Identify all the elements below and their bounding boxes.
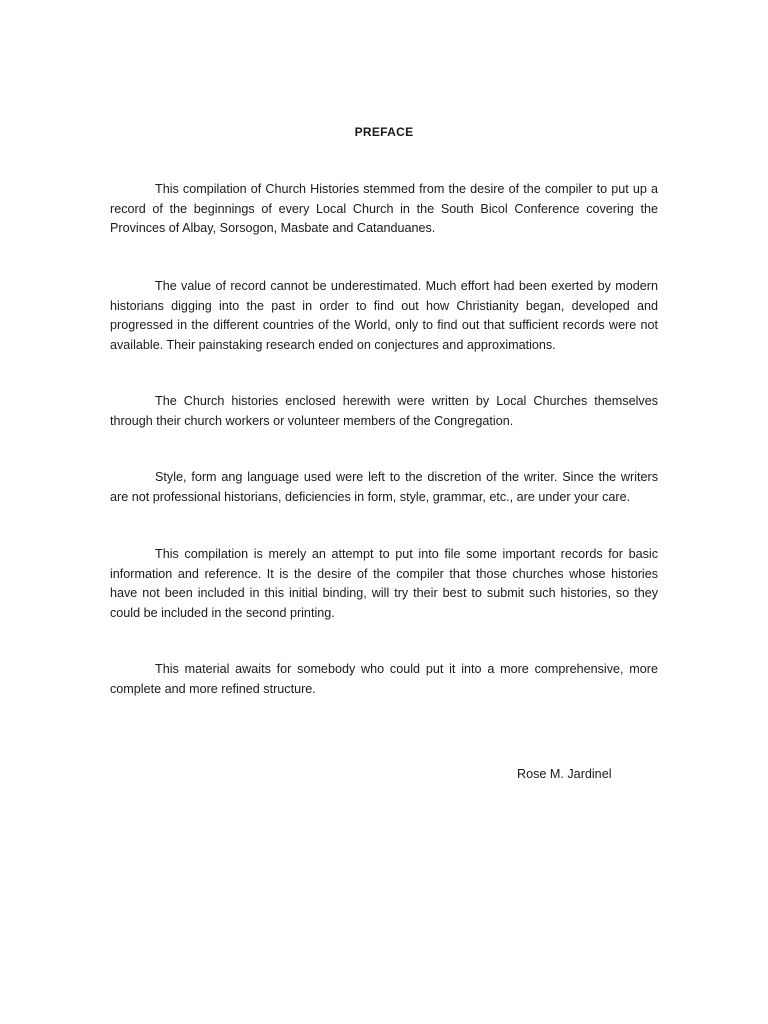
paragraph-style: Style, form ang language used were left to the discretion of the writer. Since the writers are not professional historians, deficiencies in form, style, grammar, etc., are under your care. [110, 470, 658, 504]
paragraph-authorship: The Church histories enclosed herewith were written by Local Churches themselves through their church workers or volunteer members of the Congregation. [110, 394, 658, 428]
page-title: PREFACE [354, 125, 414, 139]
signature: Rose M. Jardinel [517, 767, 612, 781]
paragraph-value-of-record: The value of record cannot be underestimated. Much effort had been exerted by modern historians digging into the past in order to find out how Christianity began, developed and progressed in the different countries of the World, only to find out that sufficient records were not available. Their painstaking research ended on conjectures and approximations. [110, 279, 658, 352]
paragraph-purpose: This compilation is merely an attempt to put into file some important records for basic information and reference. It is the desire of the compiler that those churches whose histories have not been included in this initial binding, will try their best to submit such histories, so they could be included in the second printing. [110, 547, 658, 620]
paragraph-intro: This compilation of Church Histories stemmed from the desire of the compiler to put up a record of the beginnings of every Local Church in the South Bicol Conference covering the Provinces of Albay, Sorsogon, Masbate and Catanduanes. [110, 182, 658, 235]
paragraph-closing: This material awaits for somebody who could put it into a more comprehensive, more complete and more refined structure. [110, 662, 658, 696]
